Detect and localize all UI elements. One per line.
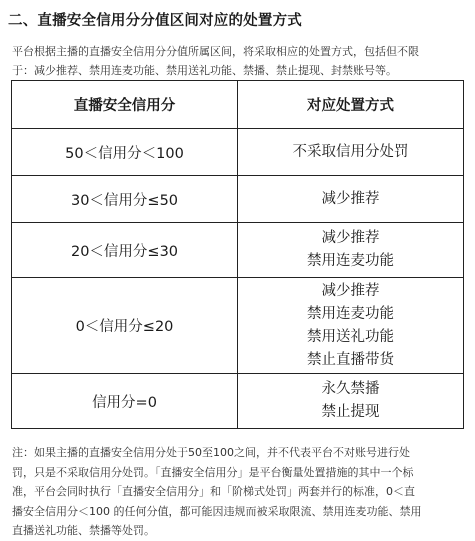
table-row xyxy=(12,129,464,176)
measure-item: 不采取信用分处罚 xyxy=(292,143,409,160)
score-range-cell: 信用分=0 xyxy=(12,374,238,429)
table-row xyxy=(12,374,464,429)
score-range-cell: 50＜信用分＜100 xyxy=(12,129,238,176)
score-range-cell: 0＜信用分≤20 xyxy=(12,278,238,374)
measures-cell xyxy=(238,223,464,278)
measures-cell xyxy=(238,278,464,374)
measure-item: 永久禁播 xyxy=(321,381,380,397)
header-measures: 对应处置方式 xyxy=(238,81,464,129)
score-range-cell: 30＜信用分≤50 xyxy=(12,176,238,223)
note-paragraph xyxy=(12,443,468,541)
table-row xyxy=(12,223,464,278)
table-row xyxy=(12,176,464,223)
measure-item: 减少推荐 xyxy=(321,230,380,246)
table-row xyxy=(12,278,464,374)
header-score-range: 直播安全信用分 xyxy=(12,81,238,129)
credit-score-table xyxy=(11,80,464,429)
table-header-row xyxy=(12,81,464,129)
measures-cell xyxy=(238,374,464,429)
section-heading: 二、直播安全信用分分值区间对应的处置方式 xyxy=(8,13,302,29)
note-line: 播安全信用分＜100 的任何分值，都可能因违规而被采取限流、禁用连麦功能、禁用 xyxy=(12,504,422,518)
intro-line: 平台根据主播的直播安全信用分分值所属区间，将采取相应的处置方式，包括但不限 xyxy=(12,45,419,58)
measure-item: 禁用送礼功能 xyxy=(307,328,394,345)
note-line: 直播送礼功能、禁播等处罚。 xyxy=(12,524,155,537)
measure-item: 禁用连麦功能 xyxy=(307,305,394,322)
measure-item: 减少推荐 xyxy=(321,190,380,207)
measure-item: 禁用连麦功能 xyxy=(307,253,394,269)
measure-item: 禁止提现 xyxy=(321,404,380,420)
note-line: 罚，只是不采取信用分处罚。「直播安全信用分」是平台衡量处置措施的其中一个标 xyxy=(12,465,414,479)
note-line: 注：如果主播的直播安全信用分处于50至100之间，并不代表平台不对账号进行处 xyxy=(12,446,410,459)
intro-line: 于：减少推荐、禁用连麦功能、禁用送礼功能、禁播、禁止提现、封禁账号等。 xyxy=(12,64,397,77)
measure-item: 禁止直播带货 xyxy=(307,351,394,368)
score-range-cell: 20＜信用分≤30 xyxy=(12,223,238,278)
measures-cell xyxy=(238,176,464,223)
measures-cell xyxy=(238,129,464,176)
measure-item: 减少推荐 xyxy=(321,282,380,299)
intro-paragraph xyxy=(12,42,468,80)
note-line: 准，平台会同时执行「直播安全信用分」和「阶梯式处罚」两套并行的标准，0＜直 xyxy=(12,485,415,498)
